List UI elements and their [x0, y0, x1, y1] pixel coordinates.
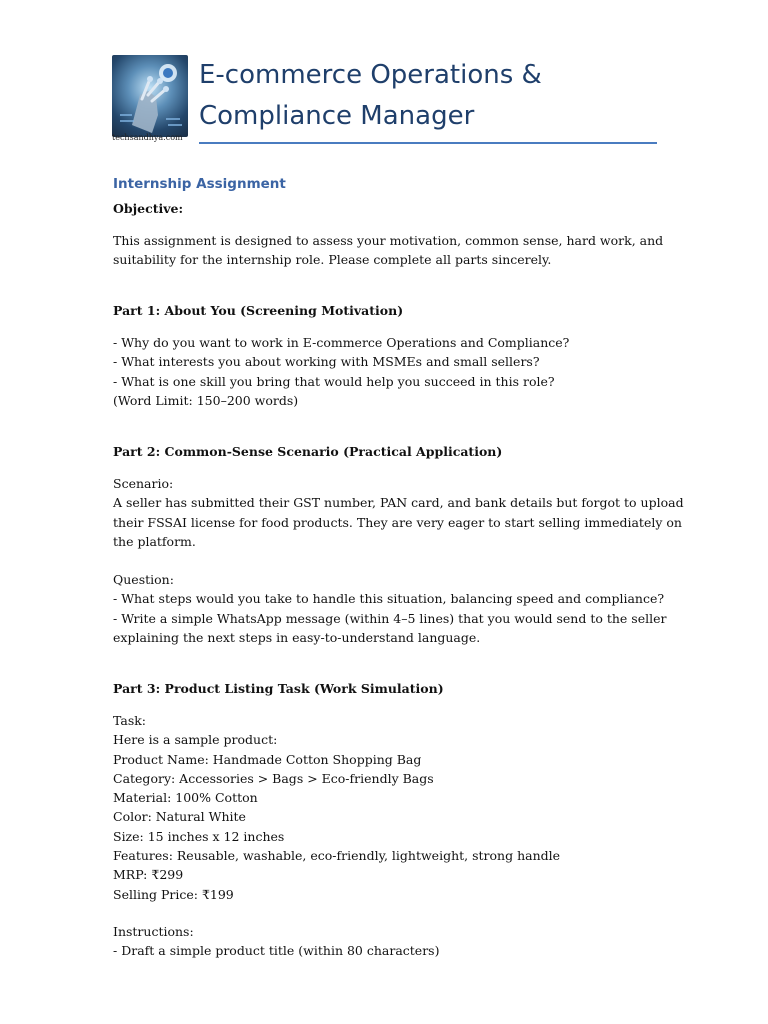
- question-line: - What steps would you take to handle this situation, balancing speed and compliance?: [113, 591, 665, 607]
- instruction-line: - Draft a simple product title (within 80 characters): [113, 943, 440, 959]
- scenario-line: A seller has submitted their GST number, PAN card, and bank details but forgot to upload: [113, 495, 684, 511]
- part2-questions: [113, 570, 667, 647]
- part1-line: - What is one skill you bring that would help you succeed in this role?: [113, 373, 555, 389]
- product-line: Features: Reusable, washable, eco-friendly, lightweight, strong handle: [113, 848, 561, 864]
- part1-line: - What interests you about working with MSMEs and small sellers?: [113, 354, 540, 370]
- intro-line: suitability for the internship role. Please complete all parts sincerely.: [113, 252, 552, 268]
- part1-title: Part 1: About You (Screening Motivation): [113, 303, 404, 318]
- intro-line: This assignment is designed to assess your motivation, common sense, hard work, and: [113, 233, 664, 248]
- section-heading: Internship Assignment: [113, 176, 286, 192]
- title-underline: [199, 142, 657, 144]
- title-line-1: E-commerce Operations &: [199, 60, 542, 90]
- instructions-label: Instructions:: [113, 924, 194, 939]
- product-line: MRP: ₹299: [113, 867, 184, 883]
- part3-title: Part 3: Product Listing Task (Work Simulation): [113, 681, 444, 696]
- question-label: Question:: [113, 572, 174, 587]
- part1-questions: [113, 333, 653, 410]
- document-title: [199, 55, 659, 137]
- part3-product: [113, 711, 653, 904]
- part1-line: - Why do you want to work in E-commerce Operations and Compliance?: [113, 335, 570, 350]
- part2-title: Part 2: Common-Sense Scenario (Practical Application): [113, 444, 503, 459]
- part1-line: (Word Limit: 150–200 words): [113, 392, 299, 408]
- product-line: Here is a sample product:: [113, 732, 278, 748]
- product-line: Material: 100% Cotton: [113, 790, 258, 806]
- scenario-label: Scenario:: [113, 476, 174, 491]
- product-line: Color: Natural White: [113, 809, 246, 825]
- product-line: Selling Price: ₹199: [113, 886, 234, 902]
- product-line: Product Name: Handmade Cotton Shopping Bag: [113, 751, 422, 767]
- part2-scenario: [113, 474, 684, 551]
- intro-paragraph: [113, 231, 664, 270]
- question-line: explaining the next steps in easy-to-understand language.: [113, 629, 481, 645]
- question-line: - Write a simple WhatsApp message (within 4–5 lines) that you would send to the seller: [113, 610, 667, 626]
- scenario-line: the platform.: [113, 533, 196, 549]
- objective-label: Objective:: [113, 201, 184, 216]
- logo-caption: techsandhya.com: [112, 133, 183, 142]
- product-line: Category: Accessories > Bags > Eco-friendly Bags: [113, 770, 434, 786]
- techsandhya-logo: [112, 55, 188, 137]
- part3-instructions: [113, 922, 653, 961]
- task-label: Task:: [113, 713, 147, 728]
- scenario-line: their FSSAI license for food products. They are very eager to start selling immediately on: [113, 514, 682, 530]
- title-line-2: Compliance Manager: [199, 101, 475, 131]
- product-line: Size: 15 inches x 12 inches: [113, 828, 285, 844]
